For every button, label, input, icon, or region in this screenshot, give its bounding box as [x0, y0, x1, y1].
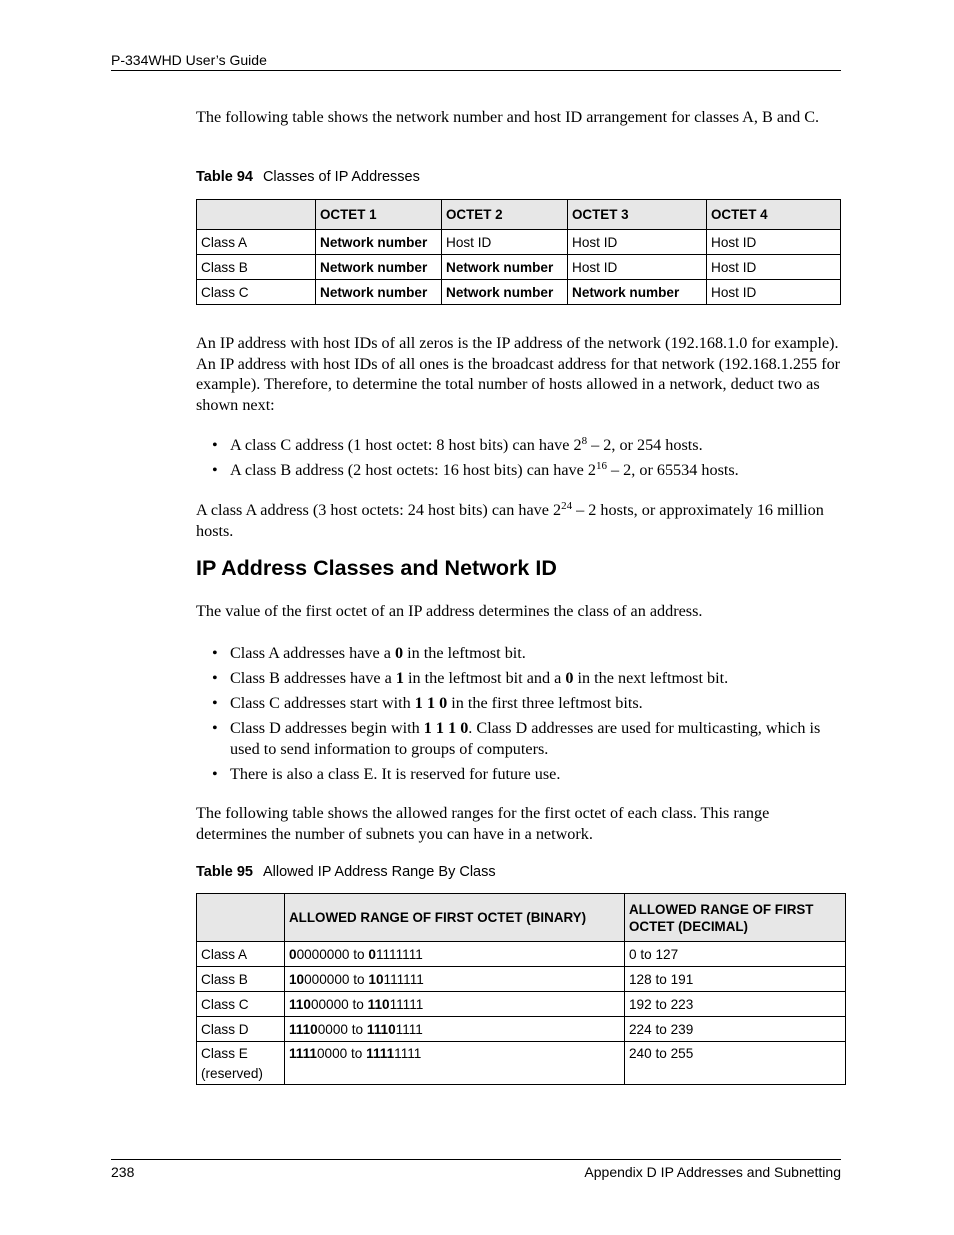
bullet-bold: 1 1 1 0	[423, 719, 469, 737]
bits: 000000	[304, 971, 350, 987]
exponent: 16	[595, 460, 607, 472]
table-row	[197, 1042, 846, 1085]
bits: 1111	[394, 1046, 422, 1061]
class-cell: Class B	[197, 255, 316, 280]
bold-bits: 10	[289, 971, 305, 987]
bullet-bold: 0	[395, 644, 404, 662]
octet-cell: Network number	[568, 280, 707, 305]
bits: 111111	[383, 971, 424, 987]
bullet-text: . Class D addresses are used for multicasting, which is used to send information to groups of computers.	[230, 719, 821, 758]
range-separator: to	[348, 1021, 367, 1037]
first-octet-paragraph: The value of the first octet of an IP address determines the class of an address.	[196, 602, 703, 620]
class-cell: Class A	[197, 230, 316, 255]
bold-bits: 1111	[289, 1046, 317, 1061]
binary-range-cell	[285, 942, 625, 967]
octet-cell: Network number	[316, 280, 442, 305]
bits: 1111	[395, 1021, 423, 1037]
header-cell	[197, 894, 285, 942]
bits: 0000	[317, 1046, 348, 1061]
header-cell: ALLOWED RANGE OF FIRST OCTET (BINARY)	[285, 894, 625, 942]
binary-range-cell	[285, 1042, 625, 1085]
table-row	[197, 230, 841, 255]
range-separator: to	[347, 1046, 367, 1061]
decimal-range-cell: 240 to 255	[625, 1042, 846, 1085]
octet-cell: Network number	[316, 255, 442, 280]
hosts-paragraph: An IP address with host IDs of all zeros is the IP address of the network (192.168.1.0 for example). An IP address with host IDs of all ones is the broadcast address for that network (192.168.1.255 for example). Therefore, to determine the total number of hosts allowed in a network, deduct two as shown next:	[196, 334, 841, 414]
octet-cell: Host ID	[568, 230, 707, 255]
range-separator: to	[349, 971, 369, 987]
paragraph-text: A class A address (3 host octets: 24 host bits) can have 2	[196, 501, 562, 519]
bullet-text: – 2, or 254 hosts.	[587, 436, 703, 454]
list-item	[196, 693, 841, 714]
hosts-bullet-list	[196, 435, 841, 485]
range-separator: to	[348, 996, 368, 1012]
octet-cell: Host ID	[442, 230, 568, 255]
header-cell: OCTET 3	[568, 200, 707, 230]
bold-bits: 10	[368, 971, 384, 987]
page-header	[111, 52, 841, 71]
bullet-text: in the first three leftmost bits.	[447, 694, 643, 712]
header-cell: OCTET 2	[442, 200, 568, 230]
header-cell: OCTET 4	[707, 200, 841, 230]
decimal-range-cell: 128 to 191	[625, 967, 846, 992]
table95-caption-label: Table 95	[196, 864, 253, 880]
binary-range-cell	[285, 1017, 625, 1042]
paragraph-text: – 2 hosts, or approximately 16 million hosts.	[196, 501, 824, 540]
bold-bits: 110	[289, 996, 311, 1012]
table94-caption-label: Table 94	[196, 169, 253, 185]
table-allowed-ip-range-by-class	[196, 893, 846, 1085]
bold-bits: 1111	[366, 1046, 395, 1061]
intro-paragraph: The following table shows the network number and host ID arrangement for classes A, B and C.	[196, 108, 820, 126]
decimal-range-cell: 192 to 223	[625, 992, 846, 1017]
bits: 1111111	[375, 946, 423, 962]
bold-bits: 0	[368, 946, 376, 962]
table95-caption-text: Allowed IP Address Range By Class	[262, 864, 496, 880]
table94-caption	[196, 169, 420, 185]
table-row	[197, 280, 841, 305]
decimal-range-cell: 0 to 127	[625, 942, 846, 967]
table-row	[197, 942, 846, 967]
octet-cell: Host ID	[707, 255, 841, 280]
class-cell: Class D	[197, 1017, 285, 1042]
bullet-text: in the next leftmost bit.	[573, 669, 729, 687]
class-cell: Class E (reserved)	[197, 1042, 285, 1085]
bold-bits: 110	[367, 996, 390, 1012]
bits: 11111	[389, 996, 424, 1012]
header-title: P-334WHD User’s Guide	[111, 52, 267, 68]
header-cell	[197, 200, 316, 230]
exponent: 8	[581, 435, 588, 447]
octet-cell: Host ID	[568, 255, 707, 280]
octet-cell: Network number	[316, 230, 442, 255]
table-header-row	[197, 200, 841, 230]
table-header-row	[197, 894, 846, 942]
bullet-text: A class C address (1 host octet: 8 host bits) can have 2	[230, 436, 582, 454]
bullet-text: A class B address (2 host octets: 16 host bits) can have 2	[230, 461, 596, 479]
exponent: 24	[561, 500, 573, 512]
header-cell: ALLOWED RANGE OF FIRST OCTET (DECIMAL)	[625, 894, 846, 942]
list-item	[196, 460, 841, 481]
bullet-text: in the leftmost bit and a	[403, 669, 566, 687]
decimal-range-cell: 224 to 239	[625, 1017, 846, 1042]
table-classes-of-ip-addresses	[196, 199, 841, 305]
bullet-bold: 1	[395, 669, 404, 687]
table-row	[197, 967, 846, 992]
bullet-text: in the leftmost bit.	[403, 644, 526, 662]
list-item	[196, 643, 841, 664]
bullet-text: Class C addresses start with	[230, 694, 415, 712]
bullet-text: There is also a class E. It is reserved for future use.	[230, 764, 561, 783]
octet-cell: Network number	[442, 255, 568, 280]
class-cell: Class C	[197, 992, 285, 1017]
octet-cell: Host ID	[707, 230, 841, 255]
classes-bullet-list	[196, 643, 841, 789]
page-footer	[111, 1159, 841, 1180]
binary-range-cell	[285, 992, 625, 1017]
binary-range-cell	[285, 967, 625, 992]
octet-cell: Host ID	[707, 280, 841, 305]
class-cell: Class B	[197, 967, 285, 992]
bold-bits: 1110	[366, 1021, 396, 1037]
footer-section: Appendix D IP Addresses and Subnetting	[584, 1164, 841, 1180]
table-row	[197, 255, 841, 280]
list-item	[196, 668, 841, 689]
bullet-text: Class B addresses have a	[230, 669, 396, 687]
list-item	[196, 718, 841, 759]
bullet-text: Class D addresses begin with	[230, 719, 424, 737]
bits: 0000000	[296, 946, 350, 962]
table95-caption	[196, 864, 496, 880]
table-row	[197, 992, 846, 1017]
list-item	[196, 435, 841, 456]
range-separator: to	[349, 946, 369, 962]
bits: 0000	[317, 1021, 348, 1037]
bullet-bold: 1 1 0	[414, 694, 448, 712]
bullet-text: Class A addresses have a	[230, 644, 395, 662]
bold-bits: 1110	[289, 1021, 318, 1037]
bits: 00000	[310, 996, 349, 1012]
bullet-text: – 2, or 65534 hosts.	[606, 461, 739, 479]
section-heading: IP Address Classes and Network ID	[196, 556, 557, 580]
list-item	[196, 764, 841, 785]
class-a-paragraph	[196, 500, 841, 541]
octet-cell: Network number	[442, 280, 568, 305]
bold-bits: 0	[289, 946, 297, 962]
table94-caption-text: Classes of IP Addresses	[262, 169, 420, 185]
header-cell: OCTET 1	[316, 200, 442, 230]
ranges-paragraph: The following table shows the allowed ranges for the first octet of each class. This range determines the number of subnets you can have in a network.	[196, 804, 770, 843]
table-row	[197, 1017, 846, 1042]
class-cell: Class A	[197, 942, 285, 967]
class-cell: Class C	[197, 280, 316, 305]
page-number: 238	[111, 1164, 135, 1180]
bullet-bold: 0	[565, 669, 574, 687]
